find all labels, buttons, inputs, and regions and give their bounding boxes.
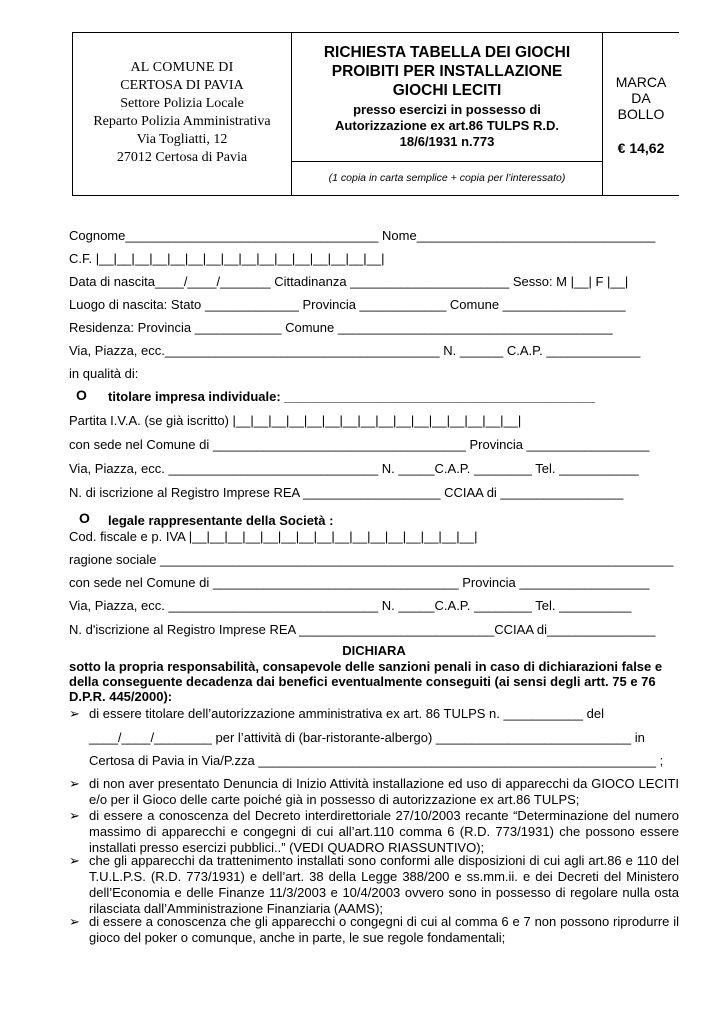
declaration-item	[69, 914, 679, 946]
stamp-label: BOLLO	[617, 106, 665, 122]
nascita-field[interactable]: Data di nascita____/____/_______ Cittadinanza ______________________ Sesso: M |__| F |__|	[69, 274, 629, 289]
titolare-label[interactable]: titolare impresa individuale: ___________________________________________	[108, 389, 596, 404]
stamp-label: DA	[631, 90, 651, 106]
legale-rea-field[interactable]: N. d'iscrizione al Registro Imprese REA ___________________________CCIAA di_______________	[69, 622, 656, 637]
legale-label[interactable]: legale rappresentante della Società :	[108, 513, 334, 528]
residenza-field[interactable]: Residenza: Provincia ____________ Comune ______________________________________	[69, 320, 613, 335]
form-subtitle: 18/6/1931 n.773	[399, 134, 495, 149]
legale-sede-field[interactable]: con sede nel Comune di __________________________________ Provincia __________________	[69, 575, 650, 590]
partita-iva-field[interactable]: Partita I.V.A. (se già iscritto) |__|__|__|__|__|__|__|__|__|__|__|__|__|__|__|__|	[69, 413, 522, 428]
codice-fiscale-field[interactable]: C.F. |__|__|__|__|__|__|__|__|__|__|__|__|__|__|__|__|	[69, 251, 385, 266]
office-line: AL COMUNE DI	[130, 60, 234, 75]
office-line: 27012 Certosa di Pavia	[116, 150, 248, 165]
luogo-nascita-field[interactable]: Luogo di nascita: Stato _____________ Provincia ____________ Comune _________________	[69, 297, 626, 312]
form-subtitle: presso esercizi in possesso di	[353, 102, 541, 117]
declaration-text: di essere a conoscenza che gli apparecchi o congegni di cui al comma 6 e 7 non possono riprodurre il gioco del poker o comunque, anche in parte, le sue regole fondamentali;	[89, 914, 679, 945]
ragione-sociale-field[interactable]: ragione sociale _______________________________________________________________________	[69, 552, 674, 567]
rea-field[interactable]: N. di iscrizione al Registro Imprese REA ___________________ CCIAA di _________________	[69, 485, 624, 500]
stamp-price: € 14,62	[617, 140, 665, 156]
cognome-nome-field[interactable]: Cognome___________________________________ Nome_________________________________	[69, 228, 656, 243]
header-table	[72, 32, 679, 196]
form-title: PROIBITI PER INSTALLAZIONE	[331, 63, 563, 80]
checkbox-legale[interactable]: O	[79, 510, 90, 526]
declaration-item	[69, 853, 679, 917]
arrow-bullet-icon: ➢	[69, 914, 80, 929]
sede-comune-field[interactable]: con sede nel Comune di ___________________________________ Provincia _________________	[69, 437, 650, 452]
declaration-text: di essere a conoscenza del Decreto interdirettoriale 27/10/2003 recante “Determinazione del numero massimo di apparecchi e congegni di cui all’art.110 comma 6 (R.D. 773/1931) che possono essere installati presso esercizi pubblici..” (VEDI QUADRO RIASSUNTIVO);	[89, 808, 679, 855]
declaration-text: di non aver presentato Denuncia di Inizio Attività installazione ed uso di apparecchi da GIOCO LECITI e/o per il Gioco delle carte poiché già in possesso di autorizzazione ex art.86 TULPS;	[89, 776, 679, 807]
cod-fiscale-iva-field[interactable]: Cod. fiscale e p. IVA |__|__|__|__|__|__|__|__|__|__|__|__|__|__|__|__|	[69, 529, 478, 544]
revenue-stamp-box	[603, 33, 679, 195]
office-line: Settore Polizia Locale	[120, 96, 244, 111]
dichiara-intro: sotto la propria responsabilità, consapevole delle sanzioni penali in caso di dichiarazioni false e della conseguente decadenza dai benefici eventualmente conseguiti (ai sensi degli artt. 75 e 76 D.P.R. 445/2000):	[69, 659, 663, 704]
form-title: RICHIESTA TABELLA DEI GIOCHI	[323, 44, 571, 61]
declaration-item	[69, 808, 679, 856]
form-title-block	[292, 33, 603, 162]
office-line: CERTOSA DI PAVIA	[120, 78, 244, 93]
qualita-label: in qualità di:	[69, 366, 139, 381]
recipient-office	[73, 33, 292, 195]
form-subtitle: Autorizzazione ex art.86 TULPS R.D.	[335, 118, 559, 133]
dichiara-heading: DICHIARA	[342, 643, 406, 658]
form-title: GIOCHI LECITI	[392, 82, 502, 99]
copies-note: (1 copia in carta semplice + copia per l’interessato)	[292, 162, 603, 195]
office-line: Reparto Polizia Amministrativa	[93, 114, 271, 129]
stamp-label: MARCA	[615, 74, 667, 90]
arrow-bullet-icon: ➢	[69, 776, 80, 791]
declaration-line[interactable]: ____/____/________ per l’attività di (bar-ristorante-albergo) ___________________________ in	[89, 730, 645, 745]
legale-via-field[interactable]: Via, Piazza, ecc. _____________________________ N. _____C.A.P. ________ Tel. __________	[69, 598, 632, 613]
declaration-text[interactable]: di essere titolare dell’autorizzazione amministrativa ex art. 86 TULPS n. ___________ del	[89, 706, 604, 721]
declaration-item	[69, 706, 679, 722]
arrow-bullet-icon: ➢	[69, 853, 80, 868]
declaration-text: che gli apparecchi da trattenimento installati sono conformi alle disposizioni di cui agli art.86 e 110 del T.U.L.P.S. (R.D. 773/1931) e dell’art. 38 della Legge 388/200 e ss.mm.ii. e dei Decreti del Ministero dell’Economia e delle Finanze 11/3/2003 e 10/4/2003 ovvero sono in possesso di regolare nulla osta rilasciata dall’Amministrazione Finanziaria (AAMS);	[89, 853, 679, 916]
office-line: Via Togliatti, 12	[136, 132, 228, 147]
arrow-bullet-icon: ➢	[69, 706, 80, 721]
declaration-line[interactable]: Certosa di Pavia in Via/P.zza _______________________________________________________ ;	[89, 753, 664, 768]
arrow-bullet-icon: ➢	[69, 808, 80, 823]
sede-via-field[interactable]: Via, Piazza, ecc. _____________________________ N. _____C.A.P. ________ Tel. ___________	[69, 461, 639, 476]
checkbox-titolare[interactable]: O	[76, 387, 87, 403]
via-field[interactable]: Via, Piazza, ecc.______________________________________ N. ______ C.A.P. _____________	[69, 343, 641, 358]
declaration-item	[69, 776, 679, 808]
